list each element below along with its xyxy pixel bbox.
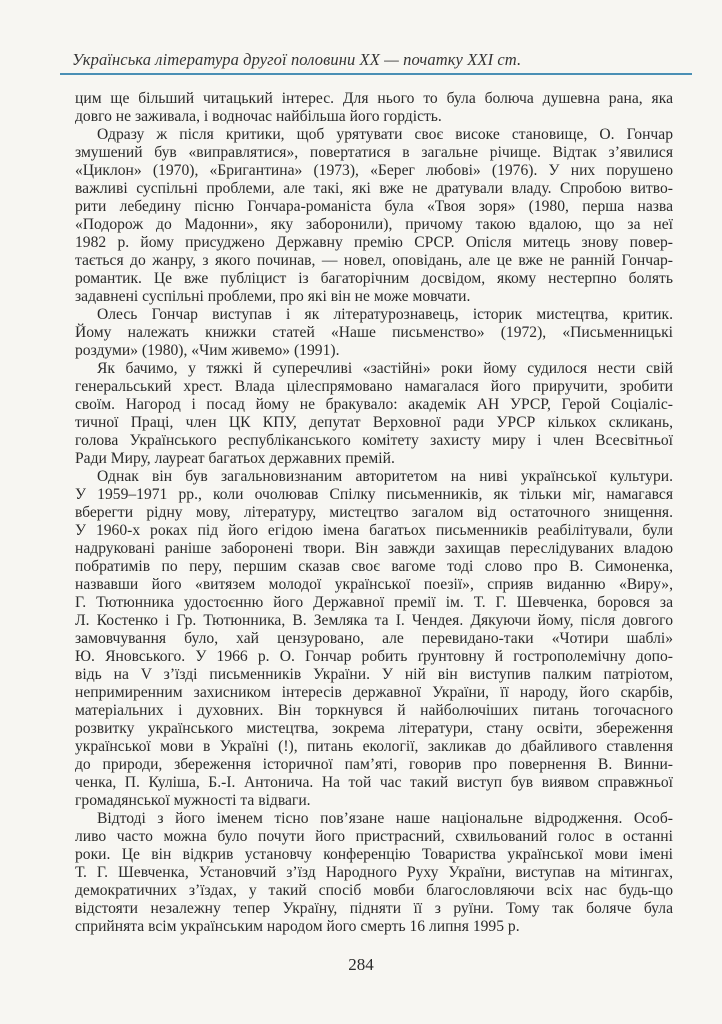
running-title: Українська література другої половини XX — початку XXI ст. (72, 50, 522, 69)
text-line: відь на V з’їзді письменників України. У ній він виступив палким патріотом, (75, 666, 673, 683)
text-line: непримиренним захисником інтересів державної України, її народу, його скарбів, (75, 684, 673, 701)
text-line: «Циклон» (1970), «Бригантина» (1973), «Берег любові» (1976). У них порушено (75, 162, 673, 179)
text-line: рити лебедину пісню Гончара-романіста була «Твоя зоря» (1980, перша назва (75, 198, 673, 215)
paragraph (75, 810, 673, 936)
text-line: 1982 р. йому присуджено Державну премію СРСР. Опісля митець знову повер- (75, 234, 673, 251)
paragraph (75, 90, 673, 126)
text-line: змушений був «виправлятися», повертатися в загальне річище. Відтак з’явилися (75, 144, 673, 161)
text-line: назвавши його «витязем молодої української поезії», сприяв виданню «Виру», (75, 576, 673, 593)
text-line: побратимів по перу, першим сказав своє вагоме тоді слово про В. Симоненка, (75, 558, 673, 575)
header-divider (60, 73, 692, 75)
text-line: Олесь Гончар виступав і як літературознавець, історик мистецтва, критик. (97, 306, 673, 323)
text-line: У 1959–1971 рр., коли очолював Спілку письменників, як тільки міг, намагався (75, 486, 673, 503)
text-line: своїм. Нагород і посад йому не бракувало: академік АН УРСР, Герой Соціаліс- (75, 396, 673, 413)
body-text (75, 90, 673, 936)
text-line: замовчування було, хай цензуровано, але перевидано-таки «Чотири шаблі» (75, 630, 673, 647)
text-line: відстояти незалежну тепер Україну, підняти її з руїни. Тому так боляче була (75, 900, 673, 917)
text-line: У 1960-х роках під його егідою імена багатьох письменників реабілітували, були (75, 522, 673, 539)
text-line: Йому належать книжки статей «Наше письменство» (1972), «Письменницькі (75, 324, 673, 341)
text-line: матеріальних і духовних. Він торкнувся й найболючіших питань тогочасного (75, 702, 673, 719)
text-line: роздуми» (1980), «Чим живемо» (1991). (75, 342, 340, 359)
text-line: Г. Тютюнника удостоєнню його Державної премії ім. Т. Г. Шевченка, боровся за (75, 594, 673, 611)
text-line: демократичних з’їздах, у такий спосіб мовби благословляючи всіх нас будь-що (75, 882, 673, 899)
text-line: важливі суспільні проблеми, але такі, які вже не дратували владу. Спробою витво- (75, 180, 673, 197)
paragraph (75, 306, 673, 360)
text-line: роки. Це він відкрив установчу конференцію Товариства української мови імені (75, 846, 673, 863)
text-line: ченка, П. Куліша, Б.-І. Антонича. На той час такий виступ був виявом справжньої (75, 774, 673, 791)
text-line: до природи, збереження історичної пам’яті, говорив про повернення В. Винни- (75, 756, 673, 773)
text-line: голова Українського республіканського комітету захисту миру і член Всесвітньої (75, 432, 673, 449)
text-line: вберегти рідну мову, літературу, мистецтво загалом від остаточного знищення. (75, 504, 673, 521)
text-line: Однак він був загальновизнаним авторитетом на ниві української культури. (97, 468, 673, 485)
text-line: надруковані раніше заборонені твори. Він завжди захищав переслідуваних владою (75, 540, 673, 557)
text-line: генеральський хрест. Влада цілеспрямовано намагалася його приручити, зробити (75, 378, 673, 395)
text-line: «Подорож до Мадонни», яку заборонили), причому такою вдалою, що за неї (75, 216, 673, 233)
text-line: романтик. Це вже публіцист із багаторічним досвідом, якому нестерпно болять (75, 270, 673, 287)
paragraph (75, 360, 673, 468)
text-line: Т. Г. Шевченка, Установчий з’їзд Народного Руху України, виступав на мітингах, (75, 864, 673, 881)
text-line: ливо часто можна було почути його пристрасний, схвильований голос в останні (75, 828, 673, 845)
text-line: Ради Миру, лауреат багатьох державних премій. (75, 450, 395, 467)
text-line: довго не заживала, і водночас найбільша його гордість. (75, 108, 442, 125)
paragraph (75, 468, 673, 810)
text-line: громадянської мужності та відваги. (75, 792, 311, 809)
text-line: тається до жанру, з якого починав, — новел, оповідань, але це вже не ранній Гончар- (75, 252, 673, 269)
text-line: задавнені суспільні проблеми, про які він не може мовчати. (75, 288, 471, 305)
text-line: Л. Костенко і Гр. Тютюнника, В. Земляка та І. Чендея. Дякуючи йому, після довгого (75, 612, 673, 629)
text-line: Одразу ж після критики, щоб урятувати своє високе становище, О. Гончар (97, 126, 673, 143)
text-line: Ю. Яновського. У 1966 р. О. Гончар робить ґрунтовну й гострополемічну допо- (75, 648, 673, 665)
text-line: української мови в Україні (!), питань екології, закликав до дбайливого ставлення (75, 738, 673, 755)
text-line: Відтоді з його іменем тісно пов’язане наше національне відродження. Особ- (97, 810, 673, 827)
text-line: цим ще більший читацький інтерес. Для нього то була болюча душевна рана, яка (75, 90, 673, 107)
text-line: Як бачимо, у тяжкі й суперечливі «застійні» роки йому судилося нести свій (97, 360, 673, 377)
page-number: 284 (348, 955, 374, 974)
text-line: сприйнята всім українським народом його смерть 16 липня 1995 р. (75, 918, 520, 935)
paragraph (75, 126, 673, 306)
text-line: розвитку українського мистецтва, зокрема літератури, стану освіти, збереження (75, 720, 673, 737)
text-line: тичної Праці, член ЦК КПУ, депутат Верховної ради УРСР кількох скликань, (75, 414, 673, 431)
